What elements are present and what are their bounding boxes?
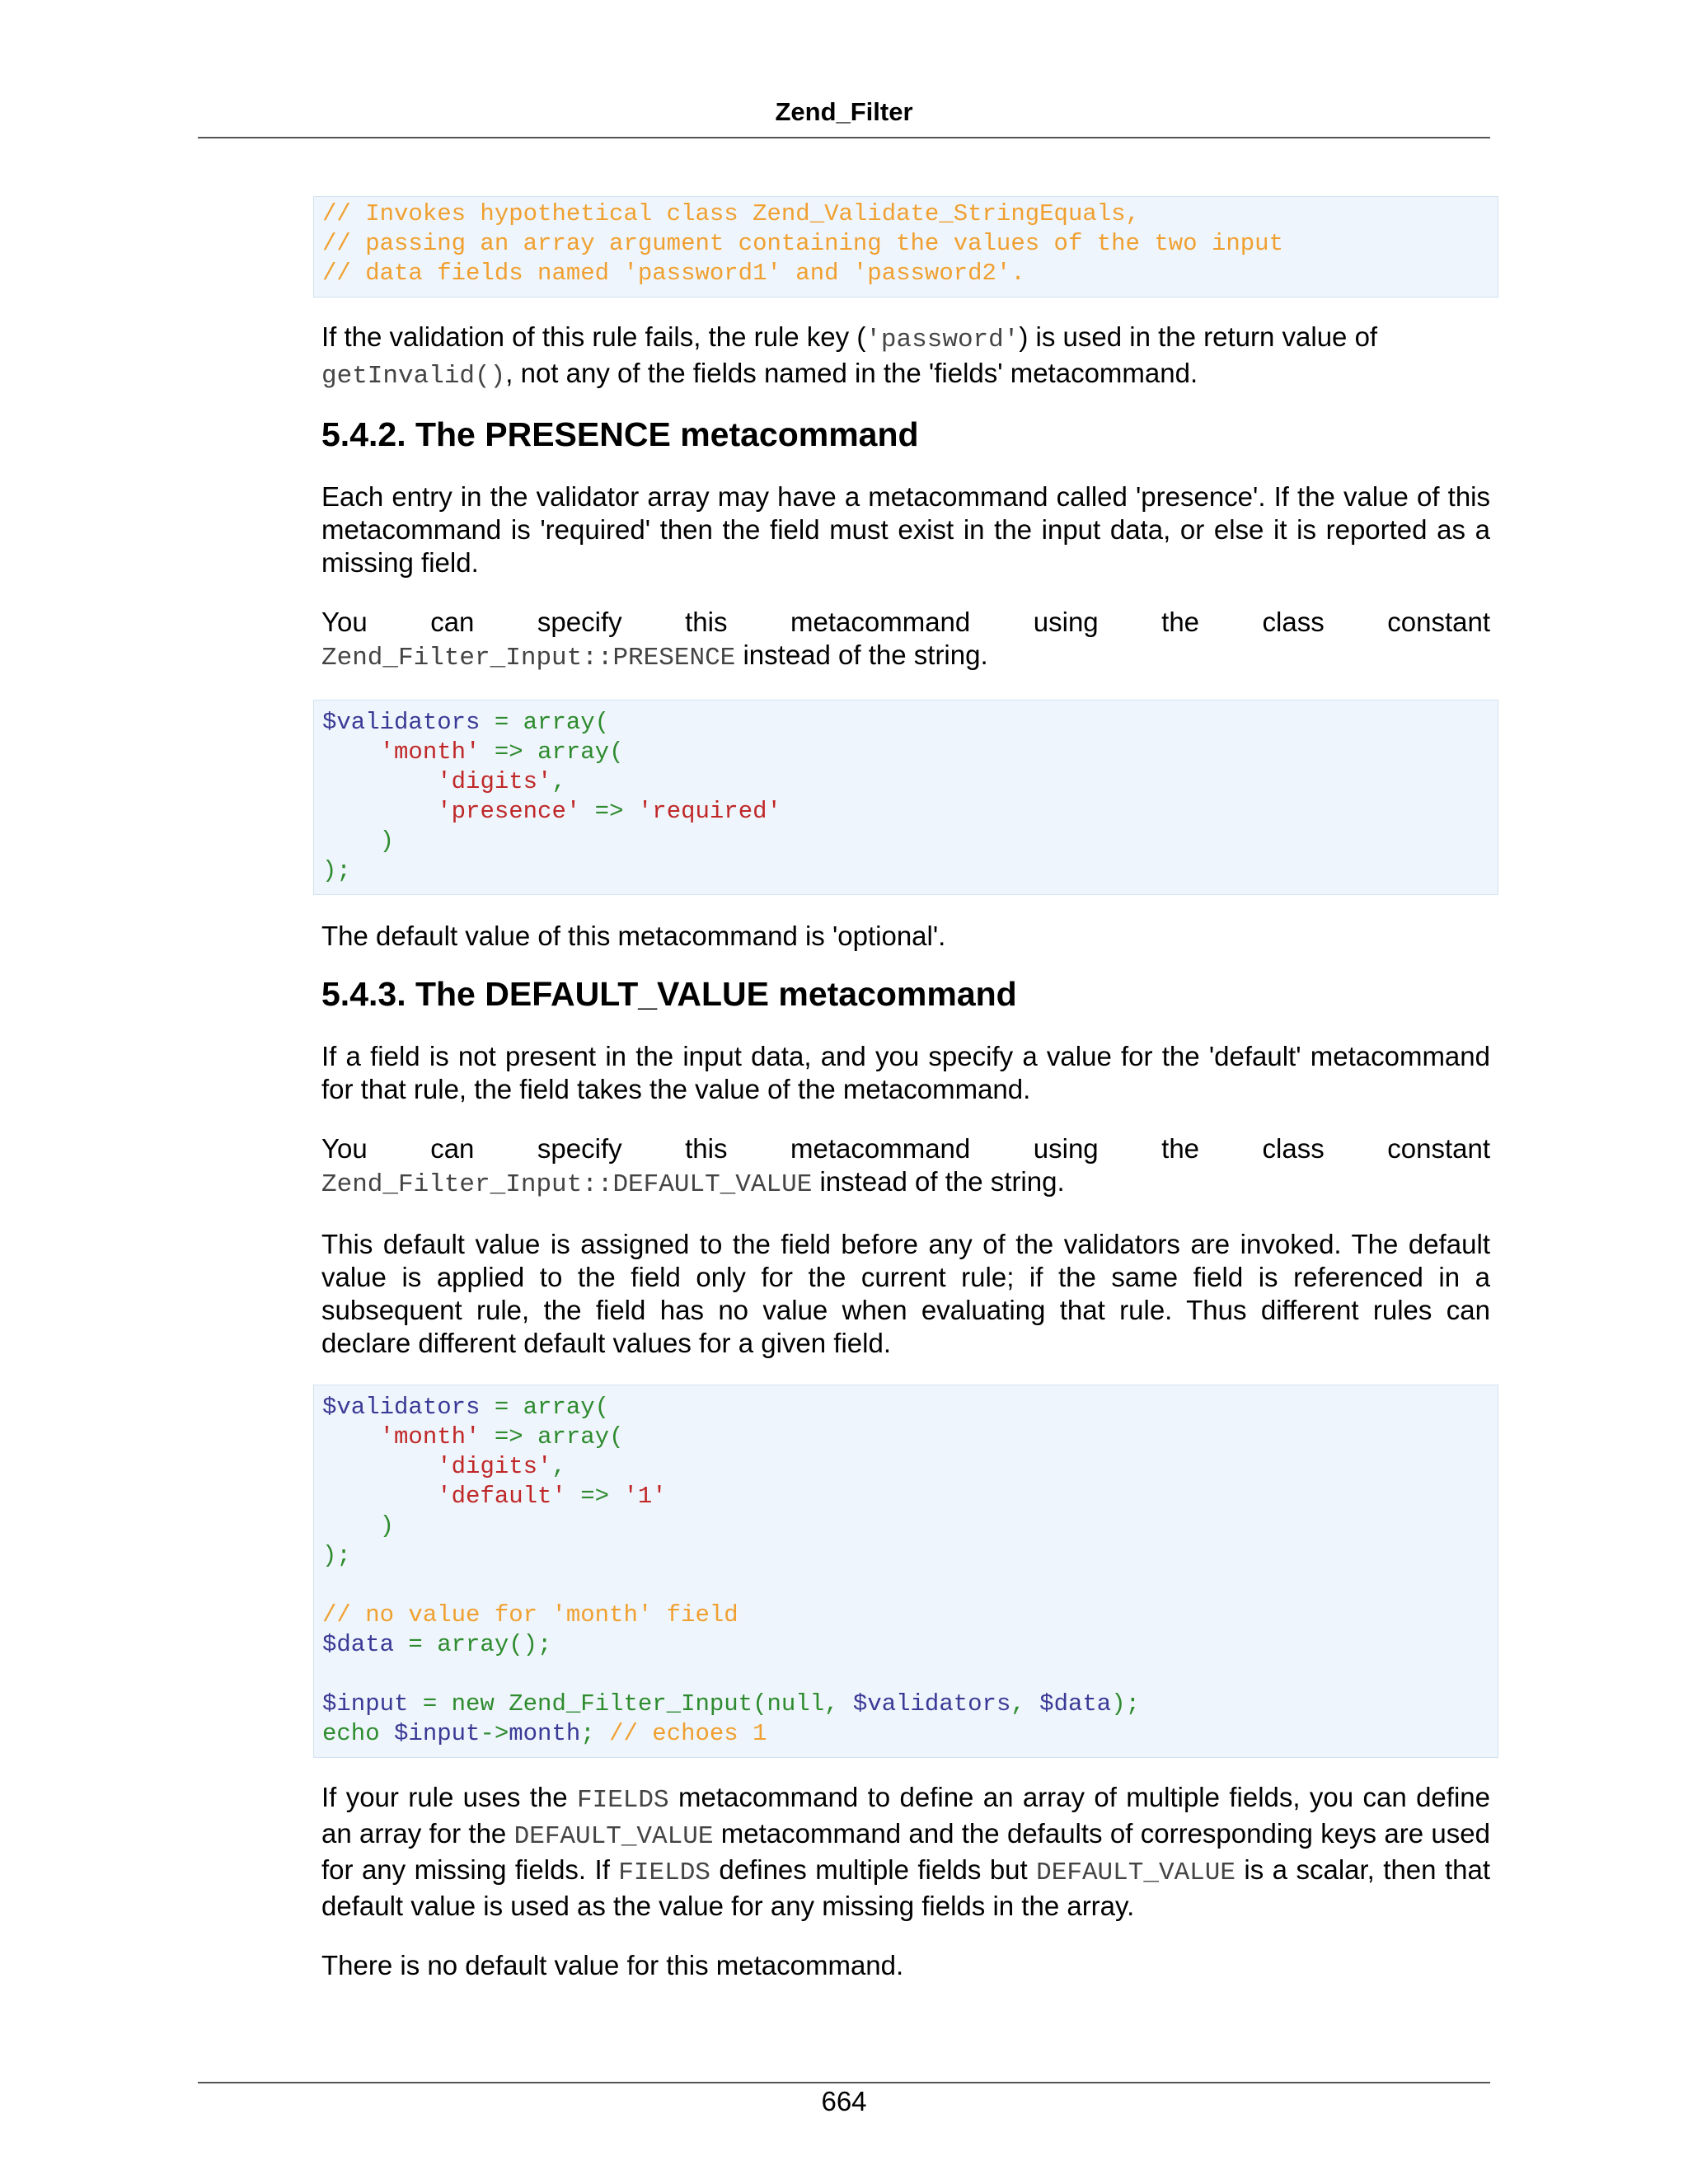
- paragraph-presence-default: The default value of this metacommand is 'optional'.: [321, 921, 946, 951]
- code-block-default-example: $validators = array( 'month' => array( 'digits', 'default' => '1' ) ); // no value for 'month' field $data = array(); $input = new Zend_Filter_Input(null, $validators, $data); echo $input->month; // echoes 1: [313, 1385, 1498, 1758]
- code-line: // data fields named 'password1' and 'password2'.: [322, 260, 1025, 287]
- section-heading-presence: 5.4.2. The PRESENCE metacommand: [321, 415, 919, 453]
- paragraph-presence-constant: You can specify this metacommand using the class constant Zend_Filter_Input::PRESENCE instead of the string.: [321, 607, 1490, 673]
- paragraph-fields-default: If your rule uses the FIELDS metacommand to define an array of multiple fields, you can define an array for the DEFAULT_VALUE metacommand and the defaults of corresponding keys are used for any missing fields. If FIELDS defines multiple fields but DEFAULT_VALUE is a scalar, then that default value is used as the value for any missing fields in the array.: [321, 1782, 1490, 1921]
- page-number: 664: [821, 2086, 867, 2116]
- inline-code: 'password': [865, 326, 1020, 354]
- paragraph-validation-failure: If the validation of this rule fails, the rule key ('password') is used in the return value of getInvalid(), not any of the fields named in the 'fields' metacommand.: [321, 321, 1378, 391]
- paragraph-default-constant: You can specify this metacommand using the class constant Zend_Filter_Input::DEFAULT_VALUE instead of the string.: [321, 1133, 1490, 1199]
- paragraph-presence-intro: Each entry in the validator array may have a metacommand called 'presence'. If the value of this metacommand is 'required' then the field must exist in the input data, or else it is reported as a missing field.: [321, 481, 1490, 578]
- inline-code: DEFAULT_VALUE: [1036, 1858, 1236, 1887]
- code-line: // Invokes hypothetical class Zend_Validate_StringEquals,: [322, 200, 1140, 227]
- paragraph-no-default: There is no default value for this metacommand.: [321, 1950, 904, 1980]
- inline-code: DEFAULT_VALUE: [513, 1822, 714, 1851]
- running-header: Zend_Filter: [775, 97, 913, 126]
- inline-code: Zend_Filter_Input::PRESENCE: [321, 644, 736, 673]
- inline-code: Zend_Filter_Input::DEFAULT_VALUE: [321, 1170, 813, 1199]
- code-line: // passing an array argument containing the values of the two input: [322, 230, 1283, 257]
- code-block-presence-example: $validators = array( 'month' => array( 'digits', 'presence' => 'required' ) );: [313, 700, 1498, 895]
- header-divider: [198, 137, 1490, 138]
- inline-code: getInvalid(): [321, 362, 506, 391]
- code-block-validators-comment: [313, 196, 1498, 298]
- section-heading-default-value: 5.4.3. The DEFAULT_VALUE metacommand: [321, 975, 1017, 1013]
- inline-code: FIELDS: [618, 1858, 710, 1887]
- footer-divider: [198, 2082, 1490, 2083]
- paragraph-default-assignment: This default value is assigned to the field before any of the validators are invoked. The default value is applied to the field only for the current rule; if the same field is referenced in a subsequent rule, the field has no value when evaluating that rule. Thus different rules can declare different default values for a given field.: [321, 1229, 1490, 1358]
- page-content: [321, 196, 1490, 1982]
- paragraph-default-intro: If a field is not present in the input data, and you specify a value for the 'default' metacommand for that rule, the field takes the value of the metacommand.: [321, 1041, 1490, 1104]
- inline-code: FIELDS: [576, 1786, 669, 1815]
